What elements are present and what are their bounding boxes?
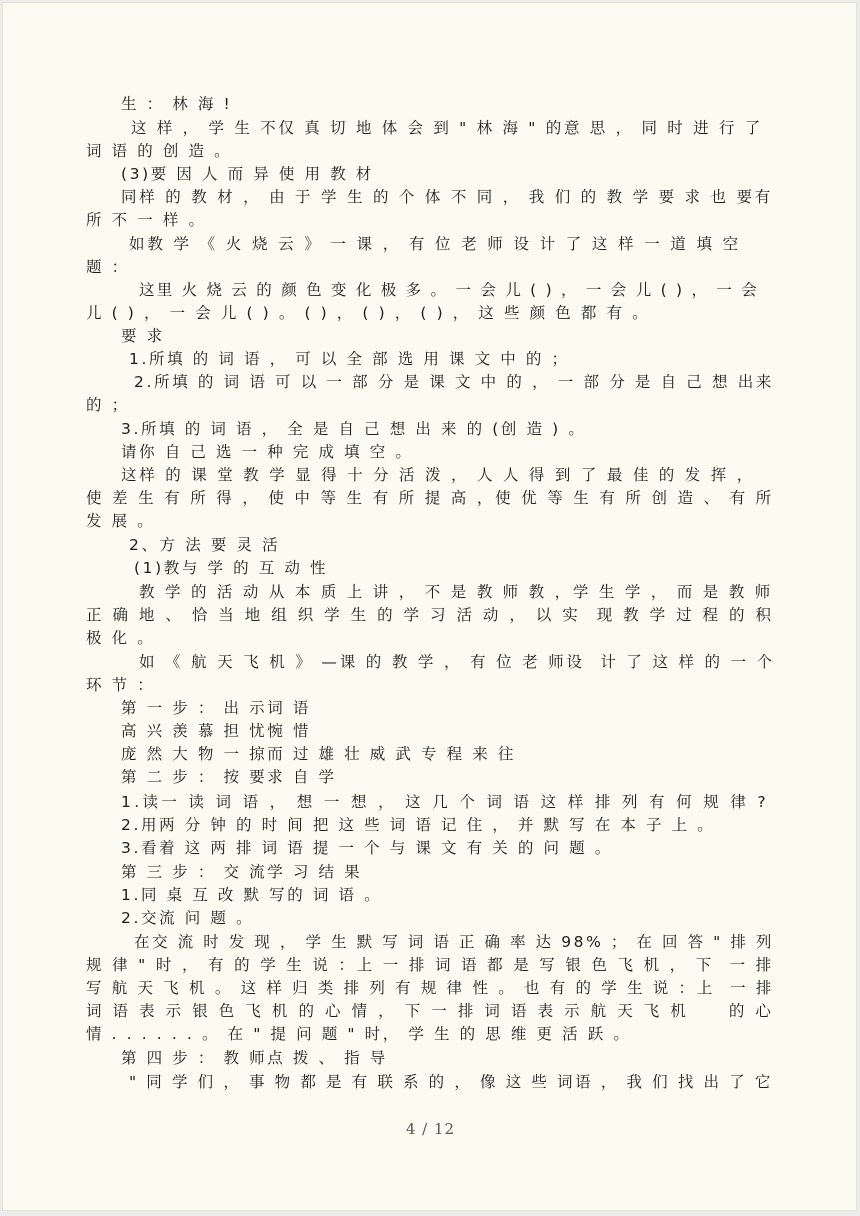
text-line: 这 样 ， 学 生 不仅 真 切 地 体 会 到 " 林 海 " 的意 思 ， 同 时 进 行 了	[131, 119, 763, 137]
text-line: 在交 流 时 发 现 ， 学 生 默 写 词 语 正 确 率 达 98% ； 在 回 答 " 排 列	[134, 933, 774, 951]
text-line: 同样 的 教 材 ， 由 于 学 生 的 个 体 不 同 ， 我 们 的 教 学 要 求 也 要有	[121, 188, 773, 206]
text-line: 题 ：	[86, 258, 130, 276]
text-line: 规 律 " 时 ， 有 的 学 生 说 ：上 一 排 词 语 都 是 写 银 色 飞 机 ， 下 一 排	[86, 956, 774, 974]
text-line: (3)要 因 人 而 异 使 用 教 材	[121, 165, 374, 183]
text-line: 1.同 桌 互 改 默 写的 词 语 。	[121, 886, 383, 904]
text-line: 3.所填 的 词 语 ， 全 是 自 己 想 出 来 的 (创 造 ) 。	[121, 420, 587, 438]
text-line: 2、方 法 要 灵 活	[129, 536, 281, 554]
text-line: 写 航 天 飞 机 。 这 样 归 类 排 列 有 规 律 性 。 也 有 的 学 生 说 ：上 一 排	[86, 979, 774, 997]
text-line: 2.交流 问 题 。	[121, 909, 255, 927]
text-line: 如 《 航 天 飞 机 》 —课 的 教 学 ， 有 位 老 师设 计 了 这 样 的 一 个	[139, 653, 775, 671]
text-line: 第 四 步 ： 教 师点 拨 、 指 导	[121, 1049, 388, 1067]
text-line: 使 差 生 有 所 得 ， 使 中 等 生 有 所 提 高 ，使 优 等 生 有 所 创 造 、 有 所	[86, 489, 774, 507]
text-line: 正 确 地 、 恰 当 地 组 织 学 生 的 学 习 活 动 ， 以 实 现 教 学 过 程 的 积	[86, 606, 774, 624]
text-line: 儿 ( ) ， 一 会 儿 ( ) 。 ( ) ， ( ) ， ( ) ， 这 些 颜 色 都 有 。	[86, 304, 651, 322]
text-line: 生 ： 林 海 !	[121, 95, 233, 113]
text-line: 环 节 ：	[86, 676, 156, 694]
text-line: (1)教与 学 的 互 动 性	[134, 559, 329, 577]
text-line: 这样 的 课 堂 教 学 显 得 十 分 活 泼 ， 人 人 得 到 了 最 佳 的 发 挥 ，	[121, 466, 755, 484]
text-line: 2.所填 的 词 语 可 以 一 部 分 是 课 文 中 的 ， 一 部 分 是 自 己 想 出来	[134, 373, 774, 391]
text-line: 的 ；	[86, 396, 130, 414]
text-line: 第 二 步 ： 按 要求 自 学	[121, 768, 337, 786]
text-line: 发 展 。	[86, 512, 156, 530]
text-line: 这里 火 烧 云 的 颜 色 变 化 极 多 。 一 会 儿 ( ) ， 一 会 儿 ( ) ， 一 会	[139, 281, 759, 299]
text-line: 高 兴 羡 慕 担 忧惋 惜	[121, 722, 311, 740]
document-page	[2, 2, 857, 1211]
text-line: 如教 学 《 火 烧 云 》 一 课 ， 有 位 老 师 设 计 了 这 样 一 道 填 空	[129, 235, 741, 253]
text-line: 请你 自 己 选 一 种 完 成 填 空 。	[121, 443, 414, 461]
text-line: 情 . . . . . . 。 在 " 提 问 题 " 时， 学 生 的 思 维 更 活 跃 。	[86, 1025, 632, 1043]
text-line: 2.用两 分 钟 的 时 间 把 这 些 词 语 记 住 ， 并 默 写 在 本 子 上 。	[121, 816, 716, 834]
text-line: " 同 学 们 ， 事 物 都 是 有 联 系 的 ， 像 这 些 词语 ， 我 们 找 出 了 它	[129, 1073, 773, 1091]
text-line: 第 三 步 ： 交 流学 习 结 果	[121, 863, 363, 881]
text-line: 要 求	[121, 327, 165, 345]
text-line: 极 化 。	[86, 629, 156, 647]
text-line: 所 不 一 样 。	[86, 211, 207, 229]
text-line: 庞 然 大 物 一 掠而 过 雄 壮 威 武 专 程 来 往	[121, 745, 516, 763]
text-line: 词 语 表 示 银 色 飞 机 的 心 情 ， 下 一 排 词 语 表 示 航 天 飞 机 的 心	[86, 1002, 774, 1020]
text-line: 教 学 的 活 动 从 本 质 上 讲 ， 不 是 教 师 教 ，学 生 学 ， 而 是 教 师	[139, 583, 773, 601]
text-line: 3.看着 这 两 排 词 语 提 一 个 与 课 文 有 关 的 问 题 。	[121, 839, 613, 857]
text-line: 第 一 步 ： 出 示词 语	[121, 699, 311, 717]
text-line: 1.所填 的 词 语 ， 可 以 全 部 选 用 课 文 中 的 ；	[129, 350, 570, 368]
text-line: 词 语 的 创 造 。	[86, 142, 233, 160]
page-number: 4 / 12	[405, 1120, 456, 1138]
text-line: 1.读一 读 词 语 ， 想 一 想 ， 这 几 个 词 语 这 样 排 列 有 何 规 律 ?	[121, 793, 769, 811]
